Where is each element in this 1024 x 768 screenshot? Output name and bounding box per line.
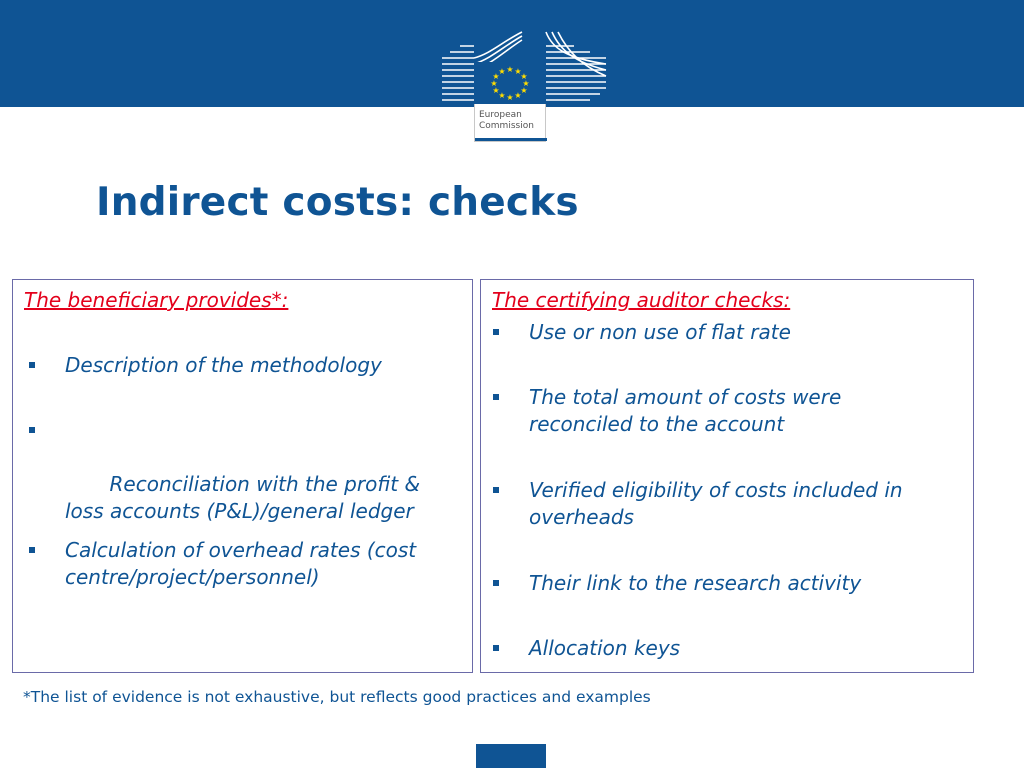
svg-text:★: ★ [520,86,528,95]
logo-line-european: European [479,110,522,120]
list-item: Description of the methodology [65,352,445,379]
list-item: Use or non use of flat rate [529,319,964,346]
bullet-square-icon [29,427,35,433]
list-item: Calculation of overhead rates (cost centre/project/personnel) [65,537,445,591]
svg-text:★: ★ [498,67,506,76]
beneficiary-heading: The beneficiary provides*: [24,288,289,312]
logo-line-commission: Commission [479,121,534,131]
svg-text:★: ★ [506,93,514,102]
list-item: Their link to the research activity [529,570,964,597]
list-item: Reconciliation with the profit & loss accounts (P&L)/general ledger [65,417,445,552]
list-item: The total amount of costs were reconciled to the account [529,384,929,438]
bullet-square-icon [493,394,499,400]
bullet-square-icon [493,580,499,586]
svg-text:★: ★ [492,86,500,95]
svg-text:★: ★ [492,72,500,81]
svg-text:★: ★ [506,65,514,74]
footnote: *The list of evidence is not exhaustive, but reflects good practices and examples [23,688,651,706]
list-item: Allocation keys [529,635,964,662]
bullet-square-icon [29,547,35,553]
bottom-flag-tab [476,744,546,768]
bullet-square-icon [493,487,499,493]
logo-underline [475,138,547,141]
eu-stars-icon [474,62,546,104]
list-item: Verified eligibility of costs included in overheads [529,477,969,531]
bullet-square-icon [29,362,35,368]
logo-caption [474,104,546,142]
svg-text:★: ★ [514,91,522,100]
bullet-square-icon [493,329,499,335]
svg-text:★: ★ [522,79,530,88]
svg-text:★: ★ [490,79,498,88]
bullet-square-icon [493,645,499,651]
slide-title: Indirect costs: checks [96,180,579,225]
auditor-heading: The certifying auditor checks: [492,288,791,312]
svg-text:★: ★ [520,72,528,81]
svg-text:★: ★ [498,91,506,100]
beneficiary-panel [12,279,473,673]
auditor-panel [480,279,974,673]
svg-text:★: ★ [514,67,522,76]
european-commission-logo [440,28,608,142]
